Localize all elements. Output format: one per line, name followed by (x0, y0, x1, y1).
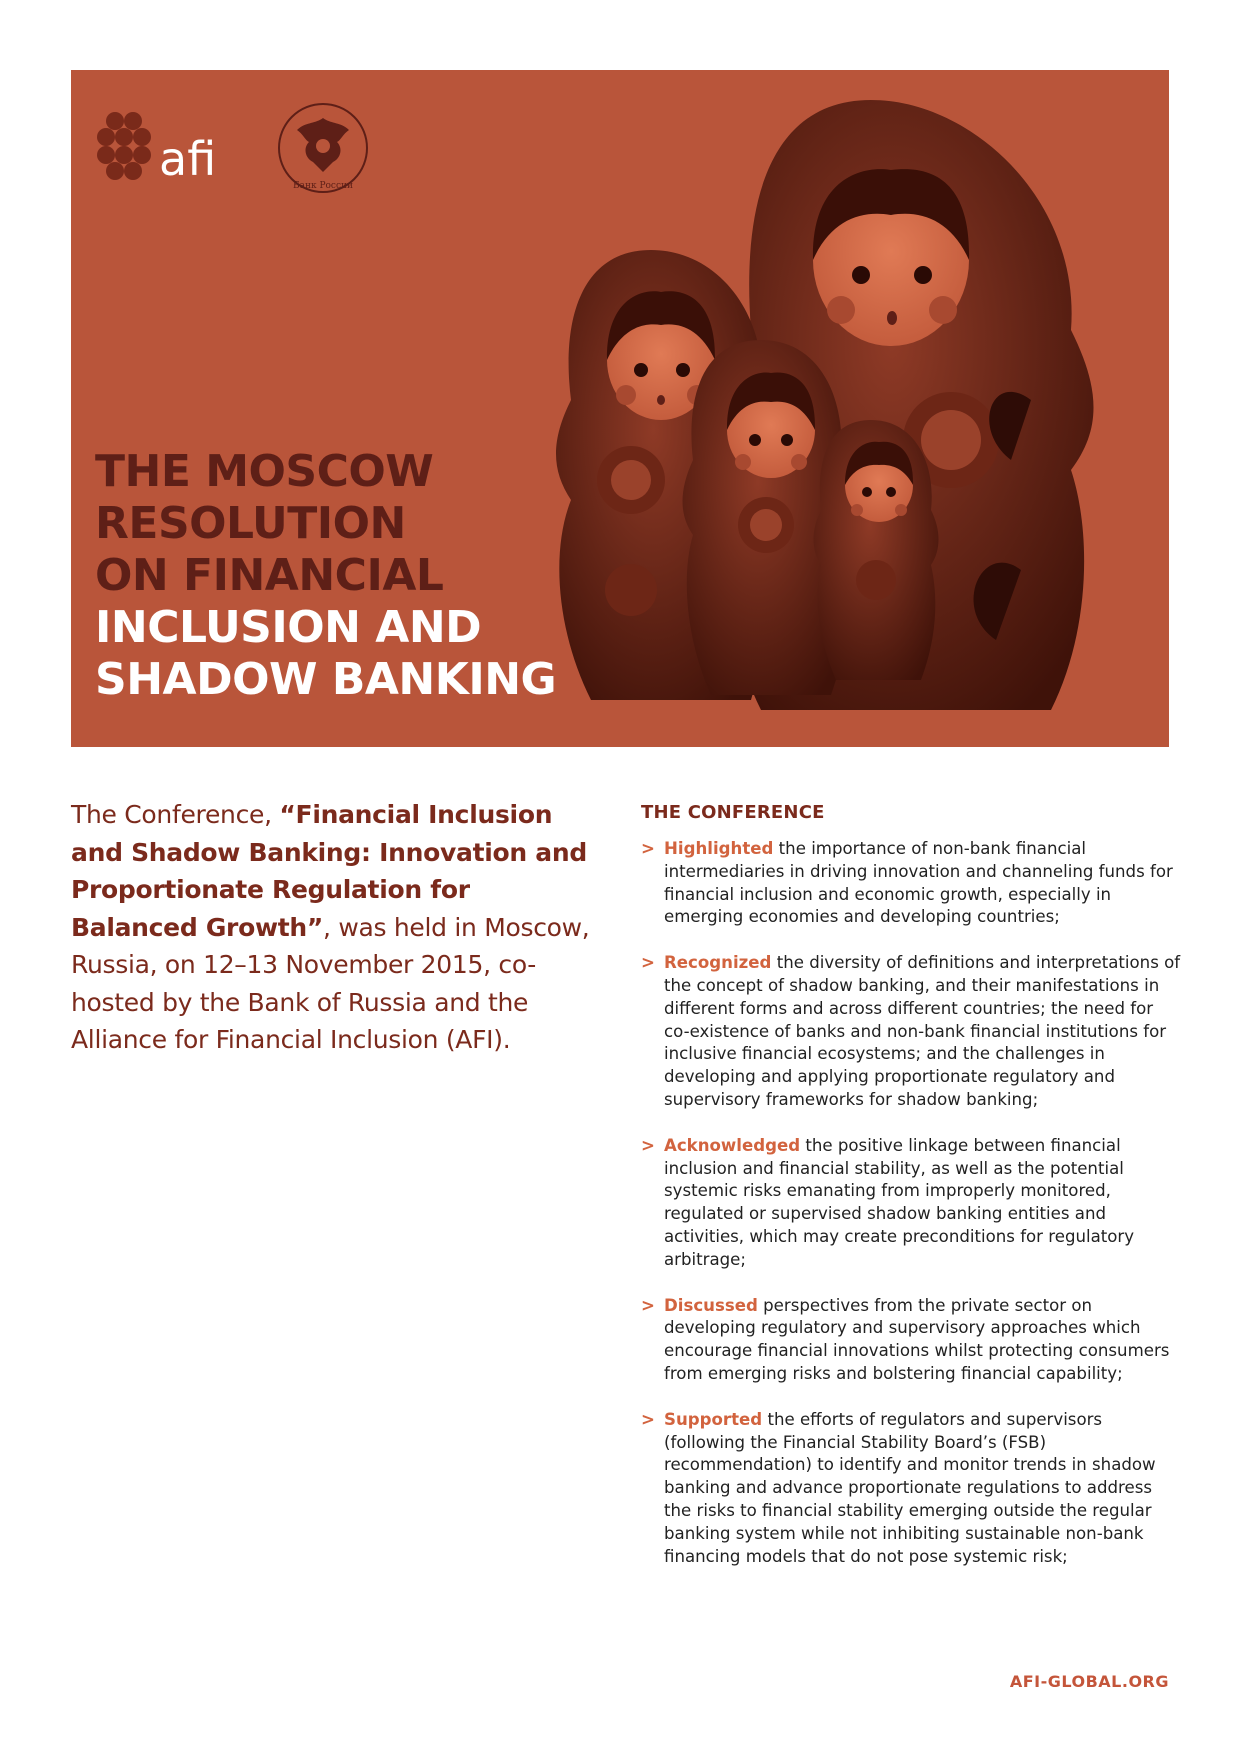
item-lead: Supported (664, 1409, 763, 1429)
list-item (641, 1135, 1181, 1272)
intro-suffix: , was held in Moscow, Russia, on 12–13 November 2015, co-hosted by the Bank of Russia and the Alliance for Financial Inclusion (AFI). (71, 912, 590, 1054)
title-line-3: ON FINANCIAL (95, 550, 444, 601)
chevron-right-icon: > (641, 1295, 655, 1315)
afi-logo-text: afi (159, 132, 217, 186)
chevron-right-icon: > (641, 953, 655, 973)
doll-small (814, 420, 939, 680)
list-item (641, 1295, 1181, 1386)
chevron-right-icon: > (641, 1409, 655, 1429)
bank-seal-text: Банк России (292, 181, 354, 191)
list-item (641, 1409, 1181, 1569)
item-lead: Highlighted (664, 839, 774, 858)
intro-prefix: The Conference, (71, 800, 280, 829)
title-line-2: RESOLUTION (95, 498, 406, 549)
title-line-5: SHADOW BANKING (95, 654, 557, 705)
item-lead: Recognized (664, 953, 772, 973)
item-text: the diversity of definitions and interpretations of the concept of shadow banking, and their manifestations in different forms and across different countries; the need for co-existence of banks and non-bank financial institutions for inclusive financial ecosystems; and the challenges in developing and applying proportionate regulatory and supervisory frameworks for shadow banking; (664, 953, 1181, 1109)
item-lead: Discussed (664, 1295, 758, 1315)
intro-conference-name: “Financial Inclusion and Shadow Banking: Innovation and Proportionate Regulation for Balanced Growth” (71, 800, 587, 942)
title-line-4: INCLUSION AND (95, 602, 482, 653)
item-text: the importance of non-bank financial intermediaries in driving innovation and channeling funds for financial inclusion and economic growth, especially in emerging economies and developing countries; (664, 839, 1173, 927)
list-item (641, 952, 1181, 1112)
document-title (95, 446, 556, 706)
website-link[interactable]: AFI-GLOBAL.ORG (1009, 1672, 1169, 1691)
item-text: the efforts of regulators and supervisors (following the Financial Stability Board’s (FSB) recommendation) to identify and monitor trends in shadow banking and advance proportionate regulations to address the risks to financial stability emerging outside the regular banking system while not inhibiting sustainable non-bank financing models that do not pose systemic risk; (664, 1409, 1156, 1566)
intro-paragraph (71, 796, 601, 1059)
bank-of-russia-seal (275, 100, 371, 196)
list-item (641, 838, 1181, 929)
chevron-right-icon: > (641, 839, 655, 858)
item-text: perspectives from the private sector on developing regulatory and supervisory approaches which encourage financial innovations whilst protecting consumers from emerging risks and bolstering financial capability; (664, 1295, 1170, 1383)
item-text: the positive linkage between financial inclusion and financial stability, as well as the potential systemic risks emanating from improperly monitored, regulated or supervised shadow banking entities and activities, which may create preconditions for regulatory arbitrage; (664, 1135, 1135, 1269)
hero-banner (71, 70, 1169, 747)
chevron-right-icon: > (641, 1135, 655, 1155)
conference-heading: THE CONFERENCE (641, 802, 825, 823)
item-lead: Acknowledged (664, 1135, 801, 1155)
title-line-1: THE MOSCOW (95, 446, 434, 497)
afi-logo (93, 103, 243, 193)
conference-list (641, 838, 1181, 1591)
